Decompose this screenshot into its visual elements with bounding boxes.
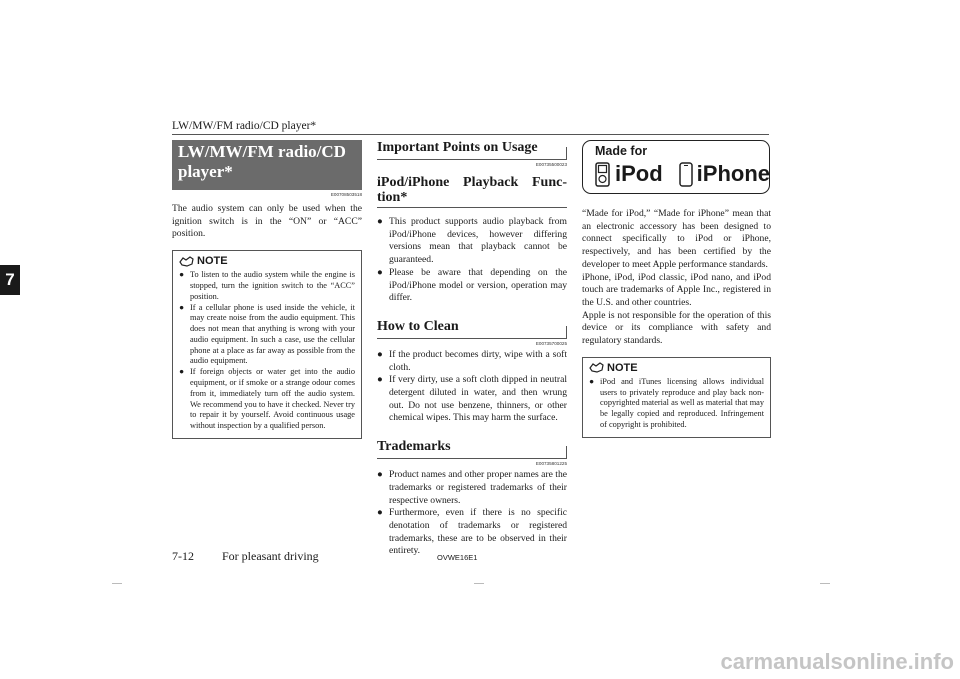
- doc-ref-code: E00735500023: [535, 162, 567, 167]
- footer-section-name: For pleasant driving: [222, 549, 319, 563]
- chapter-tab: 7: [0, 265, 20, 295]
- bullet-list: [377, 469, 567, 558]
- list-item: ● Please be aware that depending on the iPod/iPhone model or version, operation may differ.: [377, 266, 567, 304]
- note-header: [589, 361, 764, 375]
- bullet-icon: ●: [377, 348, 383, 360]
- header-rule: [172, 134, 769, 135]
- logo-made-for: Made for: [595, 144, 648, 158]
- bullet-icon: ●: [377, 507, 383, 519]
- list-item: ● iPod and iTunes licensing allows individual users to privately reproduce and play back non- copyrighted material as well as material that may be legally copied and reproduced. Infringement of copyright is prohibited.: [589, 376, 764, 429]
- made-for-ipod-iphone-logo: [582, 140, 770, 194]
- note-hand-icon: [589, 362, 604, 373]
- column-3: [582, 140, 771, 438]
- running-head: LW/MW/FM radio/CD player*: [172, 120, 317, 132]
- column-1: [172, 140, 362, 439]
- note-list: [589, 377, 764, 431]
- watermark: carmanualsonline.info: [720, 649, 954, 674]
- column-2: [377, 140, 567, 558]
- note-hand-icon: [179, 256, 194, 267]
- logo-row: [595, 162, 770, 187]
- bullet-icon: ●: [377, 216, 383, 227]
- list-item: ● If a cellular phone is used inside the vehicle, it may create noise from the audio equipment. This does not mean that anything is wrong with your audio equipment. In such a case, use the cellular phone at a place as far away as possible from the audio equipment.: [179, 302, 355, 366]
- section-heading: How to Clean: [377, 319, 567, 339]
- section-heading: Trademarks: [377, 439, 567, 459]
- list-item: ● Product names and other proper names are the trademarks or registered trademarks of their respective owners.: [377, 469, 567, 506]
- doc-ref-code: E00708503518: [330, 192, 362, 197]
- trademark-paragraph: Apple is not responsible for the operation of this device or its compliance with safety and regulatory standards.: [582, 309, 771, 347]
- bullet-icon: ●: [377, 469, 383, 481]
- trademark-paragraph: iPhone, iPod, iPod classic, iPod nano, and iPod touch are trademarks of Apple Inc., registered in the U.S. and other countries.: [582, 271, 771, 308]
- page-title: LW/MW/FM radio/CD player*: [172, 140, 362, 190]
- note-list: [179, 270, 355, 432]
- note-box: [582, 357, 771, 438]
- list-item: ● If very dirty, use a soft cloth dipped in neutral detergent diluted in water, and then wrung out. Do not use benzene, thinners, or other chemical wipes. This may harm the surface.: [377, 374, 567, 424]
- bullet-icon: ●: [179, 367, 185, 377]
- crop-mark: [112, 583, 122, 584]
- crop-mark: [820, 583, 830, 584]
- bullet-icon: ●: [377, 374, 383, 386]
- footer-doc-code: OVWE16E1: [437, 553, 478, 562]
- doc-ref-code: E00735700025: [535, 340, 567, 346]
- iphone-device-icon: [679, 162, 693, 187]
- page-number: 7-12: [172, 549, 194, 563]
- note-label: NOTE: [197, 255, 228, 268]
- trademark-paragraph: “Made for iPod,” “Made for iPhone” mean that an electronic accessory has been designed to connect specifically to iPod or iPhone, respectively, and has been certified by the developer to meet Apple performance standards.: [582, 208, 771, 270]
- bullet-list: [377, 216, 567, 305]
- doc-ref-code: E00735801225: [535, 461, 567, 467]
- note-header: [179, 254, 355, 268]
- bullet-icon: ●: [179, 302, 185, 312]
- sub-heading: iPod/iPhone Playback Func- tion*: [377, 175, 567, 208]
- ipod-device-icon: [595, 162, 610, 187]
- bullet-list: [377, 349, 567, 425]
- bullet-icon: ●: [179, 270, 185, 280]
- bullet-icon: ●: [589, 376, 595, 386]
- crop-mark: [474, 583, 484, 584]
- list-item: ● If the product becomes dirty, wipe with a soft cloth.: [377, 348, 567, 373]
- logo-iphone: iPhone: [696, 161, 771, 187]
- note-box: [172, 250, 362, 439]
- section-heading: Important Points on Usage: [377, 140, 567, 160]
- note-label: NOTE: [607, 361, 638, 374]
- list-item: ● If foreign objects or water get into the audio equipment, or if smoke or a strange odour comes from it, immediately turn off the audio system. We recommend you to have it checked. Never try to repair it by yourself. Avoid continuous usage without inspection by a qualified person.: [179, 367, 355, 431]
- list-item: ● Furthermore, even if there is no specific denotation of trademarks or registered trademarks, these are to be observed in their entirety.: [377, 507, 567, 557]
- logo-ipod: iPod: [615, 161, 663, 187]
- bullet-icon: ●: [377, 266, 383, 278]
- list-item: ● To listen to the audio system while the engine is stopped, turn the ignition switch to the “ACC” position.: [179, 270, 355, 301]
- intro-paragraph: The audio system can only be used when the ignition switch is in the “ON” or “ACC” position.: [172, 203, 362, 240]
- list-item: ● This product supports audio playback from iPod/iPhone devices, however differing versions mean that playback cannot be guaranteed.: [377, 216, 567, 266]
